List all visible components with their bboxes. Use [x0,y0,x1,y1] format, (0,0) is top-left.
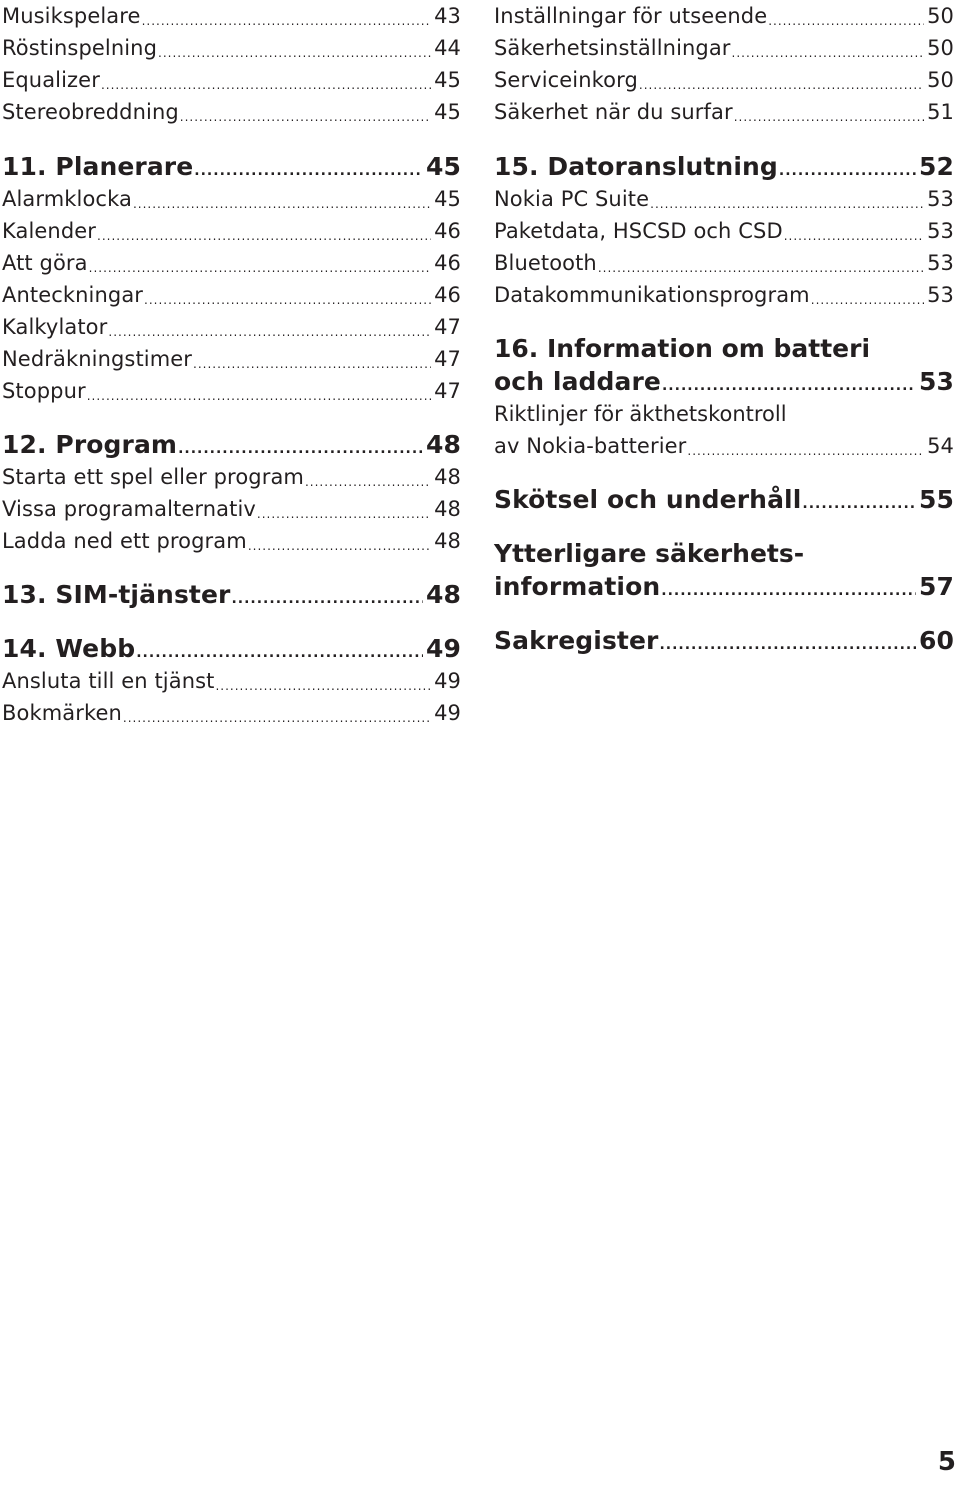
dot-leader [123,707,431,729]
toc-entry-label: Stoppur [2,379,86,403]
spacer [2,557,461,578]
toc-entry-stoppur[interactable] [2,375,461,407]
toc-chapter-title: 13. SIM-tjänster [2,580,231,609]
toc-chapter-title-line2-row [494,570,954,603]
toc-entry-page: 47 [434,379,461,403]
dot-leader [779,159,916,183]
toc-entry-page: 53 [927,219,954,243]
toc-entry-stereobreddning[interactable] [2,96,461,128]
toc-entry-page: 49 [434,701,461,725]
toc-entry-page: 49 [434,669,461,693]
toc-entry-label: Bokmärken [2,701,122,725]
spacer [494,311,954,332]
toc-entry-rostinspelning[interactable] [2,32,461,64]
spacer [494,603,954,624]
toc-entry-page: 44 [434,36,461,60]
dot-leader [687,440,924,462]
toc-chapter-title: 12. Program [2,430,178,459]
toc-entry-page: 46 [434,251,461,275]
toc-chapter-title-line2: och laddare [494,367,661,396]
dot-leader [257,503,431,525]
toc-entry-sakerhetsinstallningar[interactable] [494,32,954,64]
toc-chapter-12[interactable] [2,428,461,461]
toc-entry-datakommunikation[interactable] [494,279,954,311]
toc-entry-label: Kalkylator [2,315,108,339]
toc-entry-page: 53 [927,187,954,211]
dot-leader [180,106,431,128]
toc-entry-label: Paketdata, HSCSD och CSD [494,219,783,243]
toc-entry-page: 46 [434,283,461,307]
toc-entry-att-gora[interactable] [2,247,461,279]
toc-entry-kalkylator[interactable] [2,311,461,343]
toc-chapter-page: 53 [919,367,954,396]
toc-entry-akthetskontroll[interactable] [494,398,954,462]
dot-leader [661,579,916,603]
dot-leader [811,289,924,311]
toc-entry-page: 50 [927,4,954,28]
toc-entry-page: 43 [434,4,461,28]
toc-entry-paketdata[interactable] [494,215,954,247]
toc-entry-page: 51 [927,100,954,124]
toc-chapter-page: 48 [426,430,461,459]
toc-chapter-page: 48 [426,580,461,609]
dot-leader [650,193,924,215]
toc-chapter-page: 52 [919,152,954,181]
toc-entry-kalender[interactable] [2,215,461,247]
toc-entry-nedrakningstimer[interactable] [2,343,461,375]
toc-entry-serviceinkorg[interactable] [494,64,954,96]
toc-chapter-sakregister[interactable] [494,624,954,657]
toc-entry-label: Ladda ned ett program [2,529,247,553]
toc-entry-pc-suite[interactable] [494,183,954,215]
page-number: 5 [937,1447,956,1477]
dot-leader [662,374,916,398]
dot-leader [732,42,925,64]
toc-entry-page: 46 [434,219,461,243]
dot-leader [305,471,431,493]
toc-entry-bluetooth[interactable] [494,247,954,279]
toc-entry-label: Musikspelare [2,4,141,28]
toc-entry-label: Säkerhet när du surfar [494,100,733,124]
toc-entry-label: Equalizer [2,68,100,92]
toc-entry-label: Bluetooth [494,251,597,275]
toc-chapter-title: 14. Webb [2,634,136,663]
dot-leader [734,106,924,128]
toc-entry-starta-spel[interactable] [2,461,461,493]
toc-entry-page: 53 [927,283,954,307]
toc-chapter-page: 60 [919,626,954,655]
toc-entry-ansluta[interactable] [2,665,461,697]
toc-chapter-13[interactable] [2,578,461,611]
toc-entry-page: 47 [434,315,461,339]
toc-chapter-page: 55 [919,485,954,514]
toc-entry-label: Nedräkningstimer [2,347,193,371]
spacer [2,128,461,150]
toc-chapter-page: 45 [426,152,461,181]
dot-leader [802,492,916,516]
dot-leader [248,535,431,557]
toc-chapter-11[interactable] [2,150,461,183]
toc-chapter-title: Sakregister [494,626,659,655]
toc-chapter-title-line2-row [494,365,954,398]
toc-entry-label: Kalender [2,219,97,243]
toc-entry-programalternativ[interactable] [2,493,461,525]
toc-entry-label: Alarmklocka [2,187,132,211]
toc-entry-label-line1: Riktlinjer för äkthetskontroll [494,402,787,426]
dot-leader [97,225,431,247]
dot-leader [144,289,431,311]
toc-entry-label: Ansluta till en tjänst [2,669,215,693]
toc-chapter-16[interactable] [494,332,954,398]
toc-entry-ladda-ned[interactable] [2,525,461,557]
toc-chapter-title-line1: Ytterligare säkerhets- [494,539,805,568]
toc-entry-label: Säkerhetsinställningar [494,36,731,60]
toc-entry-label: Datakommunikationsprogram [494,283,810,307]
dot-leader [215,675,431,697]
spacer [2,407,461,428]
toc-entry-label: Nokia PC Suite [494,187,650,211]
spacer [494,462,954,483]
toc-entry-page: 48 [434,529,461,553]
toc-entry-utseende[interactable] [494,0,954,32]
toc-entry-page: 48 [434,497,461,521]
dot-leader [133,193,431,215]
toc-entry-page: 45 [434,68,461,92]
dot-leader [142,10,432,32]
toc-chapter-title: 15. Datoranslutning [494,152,778,181]
toc-entry-alarmklocka[interactable] [2,183,461,215]
dot-leader [784,225,924,247]
dot-leader [101,74,431,96]
dot-leader [231,587,423,611]
toc-chapter-page: 49 [426,634,461,663]
toc-left-column [2,0,461,729]
toc-chapter-14[interactable] [2,632,461,665]
toc-entry-page: 47 [434,347,461,371]
dot-leader [158,42,431,64]
toc-entry-anteckningar[interactable] [2,279,461,311]
dot-leader [108,321,431,343]
dot-leader [598,257,924,279]
toc-chapter-title: 11. Planerare [2,152,194,181]
toc-entry-equalizer[interactable] [2,64,461,96]
toc-entry-sakerhet-surfar[interactable] [494,96,954,128]
toc-chapter-skotsel[interactable] [494,483,954,516]
toc-entry-line2-row [494,430,954,462]
toc-entry-label: Starta ett spel eller program [2,465,304,489]
toc-chapter-title-line1: 16. Information om batteri [494,334,871,363]
dot-leader [193,353,431,375]
toc-entry-page: 45 [434,187,461,211]
toc-entry-musikspelare[interactable] [2,0,461,32]
dot-leader [768,10,924,32]
spacer [494,516,954,537]
toc-entry-label: Inställningar för utseende [494,4,768,28]
toc-chapter-title: Skötsel och underhåll [494,485,802,514]
toc-entry-label: Att göra [2,251,88,275]
toc-chapter-title-line2: information [494,572,661,601]
dot-leader [194,159,423,183]
toc-chapter-15[interactable] [494,150,954,183]
toc-chapter-sakerhetsinformation[interactable] [494,537,954,603]
toc-entry-page: 48 [434,465,461,489]
toc-entry-page: 53 [927,251,954,275]
toc-entry-page: 50 [927,68,954,92]
toc-right-column [494,0,954,657]
dot-leader [89,257,431,279]
toc-entry-page: 45 [434,100,461,124]
toc-entry-page: 50 [927,36,954,60]
toc-entry-label-line2: av Nokia-batterier [494,434,687,458]
toc-entry-bokmarken[interactable] [2,697,461,729]
toc-entry-label: Anteckningar [2,283,144,307]
dot-leader [136,641,423,665]
dot-leader [639,74,924,96]
toc-chapter-page: 57 [919,572,954,601]
spacer [494,128,954,150]
toc-entry-page: 54 [927,434,954,458]
dot-leader [87,385,431,407]
toc-entry-label: Stereobreddning [2,100,179,124]
toc-entry-label: Serviceinkorg [494,68,638,92]
dot-leader [178,437,423,461]
toc-entry-label: Vissa programalternativ [2,497,256,521]
toc-entry-label: Röstinspelning [2,36,158,60]
spacer [2,611,461,632]
dot-leader [659,633,916,657]
